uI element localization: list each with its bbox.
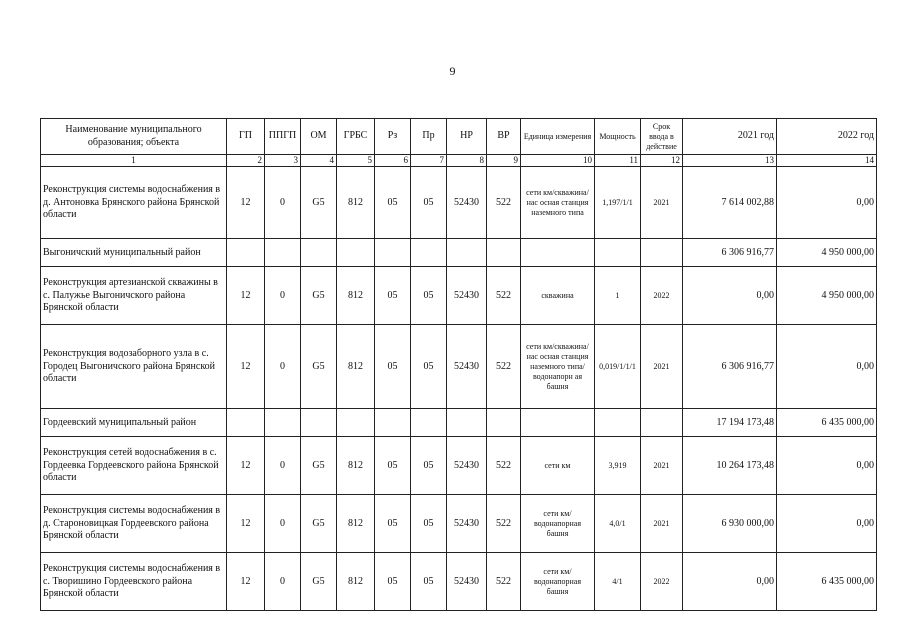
om-code: G5 bbox=[301, 437, 337, 495]
amount-2021: 0,00 bbox=[683, 553, 777, 611]
ppgp-code: 0 bbox=[265, 167, 301, 239]
rz-code: 05 bbox=[375, 167, 411, 239]
empty-cell bbox=[265, 239, 301, 267]
object-name: Реконструкция системы водоснабжения в д. Антоновка Брянского района Брянской области bbox=[41, 167, 227, 239]
rz-code: 05 bbox=[375, 437, 411, 495]
amount-2021: 6 930 000,00 bbox=[683, 495, 777, 553]
grbs-code: 812 bbox=[337, 437, 375, 495]
empty-cell bbox=[447, 239, 487, 267]
gp-code: 12 bbox=[227, 267, 265, 325]
column-number-row bbox=[41, 155, 877, 167]
om-code: G5 bbox=[301, 267, 337, 325]
object-row bbox=[41, 325, 877, 409]
vr-code: 522 bbox=[487, 437, 521, 495]
commission-term: 2021 bbox=[641, 437, 683, 495]
om-code: G5 bbox=[301, 553, 337, 611]
object-name: Реконструкция водозаборного узла в с. Городец Выгоничского района Брянской области bbox=[41, 325, 227, 409]
object-row bbox=[41, 167, 877, 239]
ppgp-code: 0 bbox=[265, 267, 301, 325]
col-header-ppgp: ППГП bbox=[265, 119, 301, 155]
amount-2021: 6 306 916,77 bbox=[683, 239, 777, 267]
commission-term: 2022 bbox=[641, 267, 683, 325]
unit-of-measure: сети км/водонапорная башня bbox=[521, 495, 595, 553]
col-header-om: ОМ bbox=[301, 119, 337, 155]
gp-code: 12 bbox=[227, 325, 265, 409]
ppgp-code: 0 bbox=[265, 325, 301, 409]
grbs-code: 812 bbox=[337, 167, 375, 239]
col-header-nr: НР bbox=[447, 119, 487, 155]
pr-code: 05 bbox=[411, 495, 447, 553]
empty-cell bbox=[487, 409, 521, 437]
col-header-rz: Рз bbox=[375, 119, 411, 155]
col-number: 9 bbox=[487, 155, 521, 167]
om-code: G5 bbox=[301, 167, 337, 239]
commission-term: 2021 bbox=[641, 325, 683, 409]
col-number: 14 bbox=[777, 155, 877, 167]
object-name: Реконструкция артезианской скважины в с. Палужье Выгоничского района Брянской области bbox=[41, 267, 227, 325]
unit-of-measure: сети км/скважина/нас осная станция наземного типа bbox=[521, 167, 595, 239]
capacity: 4,0/1 bbox=[595, 495, 641, 553]
capacity: 4/1 bbox=[595, 553, 641, 611]
pr-code: 05 bbox=[411, 553, 447, 611]
amount-2022: 0,00 bbox=[777, 437, 877, 495]
col-header-vr: ВР bbox=[487, 119, 521, 155]
empty-cell bbox=[301, 409, 337, 437]
object-name: Реконструкция сетей водоснабжения в с. Гордеевка Гордеевского района Брянской области bbox=[41, 437, 227, 495]
amount-2021: 0,00 bbox=[683, 267, 777, 325]
col-number: 11 bbox=[595, 155, 641, 167]
amount-2021: 10 264 173,48 bbox=[683, 437, 777, 495]
gp-code: 12 bbox=[227, 553, 265, 611]
empty-cell bbox=[521, 239, 595, 267]
gp-code: 12 bbox=[227, 167, 265, 239]
empty-cell bbox=[595, 409, 641, 437]
district-name: Гордеевский муниципальный район bbox=[41, 409, 227, 437]
col-number: 12 bbox=[641, 155, 683, 167]
col-header-gp: ГП bbox=[227, 119, 265, 155]
ppgp-code: 0 bbox=[265, 437, 301, 495]
col-number: 6 bbox=[375, 155, 411, 167]
empty-cell bbox=[447, 409, 487, 437]
grbs-code: 812 bbox=[337, 495, 375, 553]
grbs-code: 812 bbox=[337, 267, 375, 325]
budget-table bbox=[40, 118, 877, 611]
amount-2022: 4 950 000,00 bbox=[777, 267, 877, 325]
rz-code: 05 bbox=[375, 553, 411, 611]
district-row bbox=[41, 409, 877, 437]
amount-2022: 4 950 000,00 bbox=[777, 239, 877, 267]
district-name: Выгоничский муниципальный район bbox=[41, 239, 227, 267]
col-header-unit: Единица измерения bbox=[521, 119, 595, 155]
rz-code: 05 bbox=[375, 495, 411, 553]
empty-cell bbox=[337, 239, 375, 267]
col-header-2022: 2022 год bbox=[777, 119, 877, 155]
nr-code: 52430 bbox=[447, 325, 487, 409]
col-number: 2 bbox=[227, 155, 265, 167]
nr-code: 52430 bbox=[447, 437, 487, 495]
commission-term: 2021 bbox=[641, 495, 683, 553]
pr-code: 05 bbox=[411, 267, 447, 325]
pr-code: 05 bbox=[411, 167, 447, 239]
col-header-term: Срок ввода в действие bbox=[641, 119, 683, 155]
col-number: 3 bbox=[265, 155, 301, 167]
col-number: 8 bbox=[447, 155, 487, 167]
empty-cell bbox=[227, 239, 265, 267]
capacity: 0,019/1/1/1 bbox=[595, 325, 641, 409]
district-row bbox=[41, 239, 877, 267]
amount-2021: 7 614 002,88 bbox=[683, 167, 777, 239]
grbs-code: 812 bbox=[337, 553, 375, 611]
pr-code: 05 bbox=[411, 437, 447, 495]
empty-cell bbox=[641, 239, 683, 267]
empty-cell bbox=[487, 239, 521, 267]
page-number: 9 bbox=[449, 64, 456, 78]
empty-cell bbox=[337, 409, 375, 437]
empty-cell bbox=[301, 239, 337, 267]
object-row bbox=[41, 267, 877, 325]
empty-cell bbox=[375, 409, 411, 437]
empty-cell bbox=[265, 409, 301, 437]
col-number: 1 bbox=[41, 155, 227, 167]
col-number: 4 bbox=[301, 155, 337, 167]
col-header-pr: Пр bbox=[411, 119, 447, 155]
amount-2021: 6 306 916,77 bbox=[683, 325, 777, 409]
commission-term: 2022 bbox=[641, 553, 683, 611]
ppgp-code: 0 bbox=[265, 553, 301, 611]
rz-code: 05 bbox=[375, 325, 411, 409]
col-header-name: Наименование муниципального образования; объекта bbox=[41, 119, 227, 155]
nr-code: 52430 bbox=[447, 495, 487, 553]
empty-cell bbox=[375, 239, 411, 267]
unit-of-measure: сети км/скважина/нас осная станция наземного типа/водонапорн ая башня bbox=[521, 325, 595, 409]
om-code: G5 bbox=[301, 495, 337, 553]
col-number: 13 bbox=[683, 155, 777, 167]
header-row bbox=[41, 119, 877, 155]
om-code: G5 bbox=[301, 325, 337, 409]
vr-code: 522 bbox=[487, 325, 521, 409]
pr-code: 05 bbox=[411, 325, 447, 409]
amount-2021: 17 194 173,48 bbox=[683, 409, 777, 437]
capacity: 1,197/1/1 bbox=[595, 167, 641, 239]
vr-code: 522 bbox=[487, 167, 521, 239]
grbs-code: 812 bbox=[337, 325, 375, 409]
gp-code: 12 bbox=[227, 495, 265, 553]
gp-code: 12 bbox=[227, 437, 265, 495]
nr-code: 52430 bbox=[447, 553, 487, 611]
col-header-power: Мощность bbox=[595, 119, 641, 155]
capacity: 3,919 bbox=[595, 437, 641, 495]
capacity: 1 bbox=[595, 267, 641, 325]
object-name: Реконструкция системы водоснабжения в с. Творишино Гордеевского района Брянской области bbox=[41, 553, 227, 611]
vr-code: 522 bbox=[487, 267, 521, 325]
object-row bbox=[41, 495, 877, 553]
object-row bbox=[41, 553, 877, 611]
col-header-grbs: ГРБС bbox=[337, 119, 375, 155]
unit-of-measure: сети км/водонапорная башня bbox=[521, 553, 595, 611]
empty-cell bbox=[411, 239, 447, 267]
amount-2022: 6 435 000,00 bbox=[777, 553, 877, 611]
empty-cell bbox=[227, 409, 265, 437]
ppgp-code: 0 bbox=[265, 495, 301, 553]
col-header-2021: 2021 год bbox=[683, 119, 777, 155]
nr-code: 52430 bbox=[447, 267, 487, 325]
unit-of-measure: скважина bbox=[521, 267, 595, 325]
amount-2022: 6 435 000,00 bbox=[777, 409, 877, 437]
commission-term: 2021 bbox=[641, 167, 683, 239]
empty-cell bbox=[595, 239, 641, 267]
rz-code: 05 bbox=[375, 267, 411, 325]
amount-2022: 0,00 bbox=[777, 325, 877, 409]
empty-cell bbox=[521, 409, 595, 437]
col-number: 10 bbox=[521, 155, 595, 167]
nr-code: 52430 bbox=[447, 167, 487, 239]
col-number: 5 bbox=[337, 155, 375, 167]
object-name: Реконструкция системы водоснабжения в д. Староновицкая Гордеевского района Брянской области bbox=[41, 495, 227, 553]
object-row bbox=[41, 437, 877, 495]
empty-cell bbox=[411, 409, 447, 437]
amount-2022: 0,00 bbox=[777, 495, 877, 553]
empty-cell bbox=[641, 409, 683, 437]
unit-of-measure: сети км bbox=[521, 437, 595, 495]
amount-2022: 0,00 bbox=[777, 167, 877, 239]
col-number: 7 bbox=[411, 155, 447, 167]
vr-code: 522 bbox=[487, 553, 521, 611]
vr-code: 522 bbox=[487, 495, 521, 553]
